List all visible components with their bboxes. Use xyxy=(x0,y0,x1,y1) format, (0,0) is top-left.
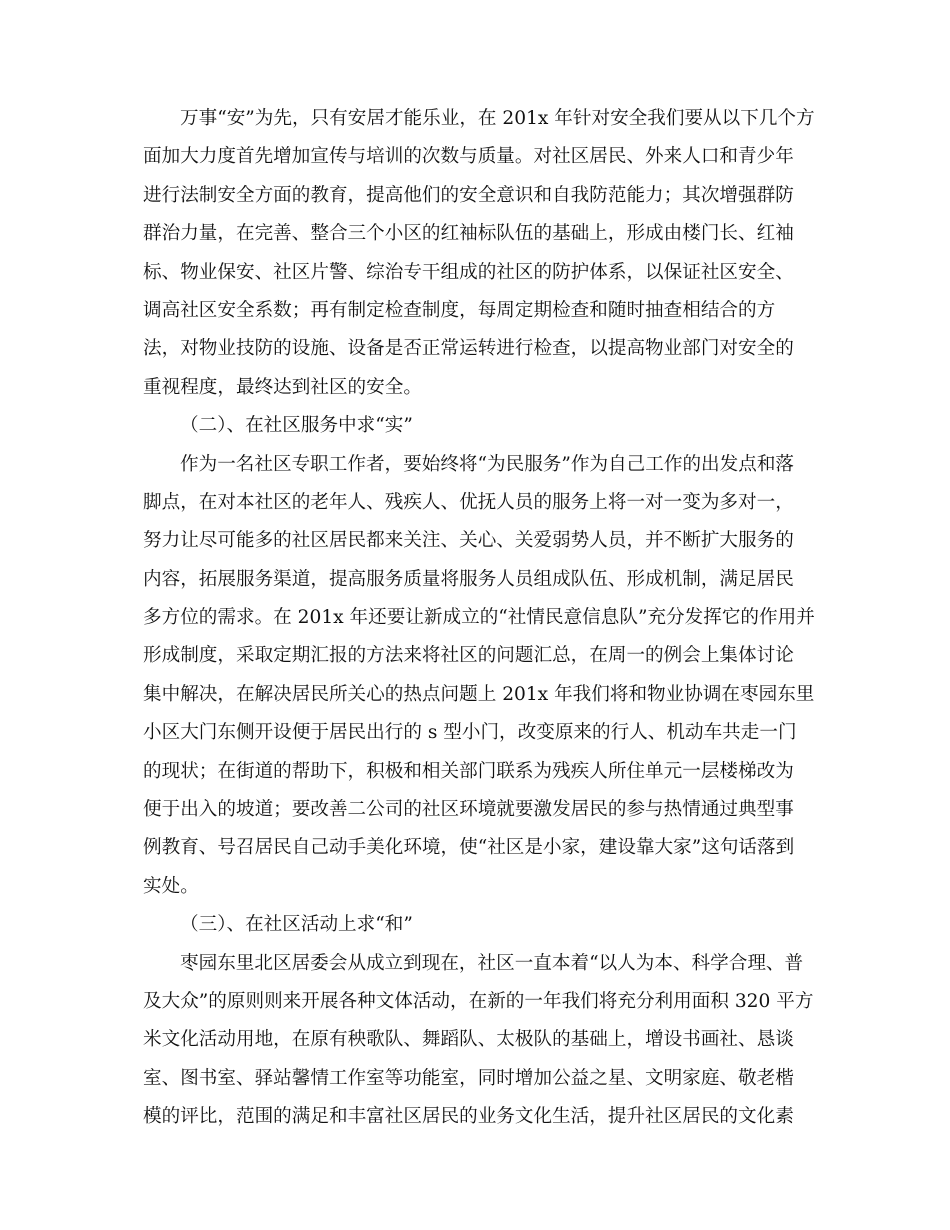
paragraph-line: 及大众”的原则则来开展各种文体活动，在新的一年我们将充分利用面积 320 平方 xyxy=(143,990,814,1012)
paragraph-line: 枣园东里北区居委会从成立到现在，社区一直本着“以人为本、科学合理、普 xyxy=(180,952,804,974)
paragraph-line: 小区大门东侧开设便于居民出行的 s 型小门，改变原来的行人、机动车共走一门 xyxy=(143,722,797,744)
paragraph-line: 多方位的需求。在 201x 年还要让新成立的“社情民意信息队”充分发挥它的作用并 xyxy=(143,607,815,629)
paragraph-line: 重视程度，最终达到社区的安全。 xyxy=(143,376,422,398)
section-heading: （三）、在社区活动上求“和” xyxy=(180,914,413,936)
paragraph-line: 努力让尽可能多的社区居民都来关注、关心、关爱弱势人员，并不断扩大服务的 xyxy=(143,530,794,552)
paragraph-line: 面加大力度首先增加宣传与培训的次数与质量。对社区居民、外来人口和青少年 xyxy=(143,146,794,168)
paragraph-line: 群治力量，在完善、整合三个小区的红袖标队伍的基础上，形成由楼门长、红袖 xyxy=(143,223,794,245)
paragraph-line: 便于出入的坡道；要改善二公司的社区环境就要激发居民的参与热情通过典型事 xyxy=(143,799,794,821)
paragraph-line: 内容，拓展服务渠道，提高服务质量将服务人员组成队伍、形成机制，满足居民 xyxy=(143,568,794,590)
paragraph-line: 调高社区安全系数；再有制定检查制度，每周定期检查和随时抽查相结合的方 xyxy=(143,299,776,321)
document-body xyxy=(143,100,815,1137)
paragraph-line: 脚点，在对本社区的老年人、残疾人、优抚人员的服务上将一对一变为多对一， xyxy=(143,491,794,513)
paragraph-line: 实处。 xyxy=(143,875,199,897)
paragraph-line: 进行法制安全方面的教育，提高他们的安全意识和自我防范能力；其次增强群防 xyxy=(143,184,794,206)
paragraph-line: 集中解决，在解决居民所关心的热点问题上 201x 年我们将和物业协调在枣园东里 xyxy=(143,683,815,705)
paragraph-line: 法，对物业技防的设施、设备是否正常运转进行检查，以提高物业部门对安全的 xyxy=(143,338,794,360)
section-heading: （二）、在社区服务中求“实” xyxy=(180,415,413,437)
paragraph-line: 米文化活动用地，在原有秧歌队、舞蹈队、太极队的基础上，增设书画社、恳谈 xyxy=(143,1029,794,1051)
paragraph-line: 标、物业保安、社区片警、综治专干组成的社区的防护体系，以保证社区安全、 xyxy=(143,261,794,283)
paragraph-line: 作为一名社区专职工作者，要始终将“为民服务”作为自己工作的出发点和落 xyxy=(180,453,795,475)
paragraph-line: 万事“安”为先，只有安居才能乐业，在 201x 年针对安全我们要从以下几个方 xyxy=(180,108,815,129)
paragraph-line: 形成制度，采取定期汇报的方法来将社区的问题汇总，在周一的例会上集体讨论 xyxy=(143,645,794,667)
paragraph-line: 室、图书室、驿站馨情工作室等功能室，同时增加公益之星、文明家庭、敬老楷 xyxy=(143,1067,794,1089)
paragraph-line: 的现状；在街道的帮助下，积极和相关部门联系为残疾人所住单元一层楼梯改为 xyxy=(143,760,794,782)
paragraph-line: 模的评比，范围的满足和丰富社区居民的业务文化生活，提升社区居民的文化素 xyxy=(143,1106,794,1128)
paragraph-line: 例教育、号召居民自己动手美化环境，使“社区是小家，建设靠大家”这句话落到 xyxy=(143,837,795,859)
